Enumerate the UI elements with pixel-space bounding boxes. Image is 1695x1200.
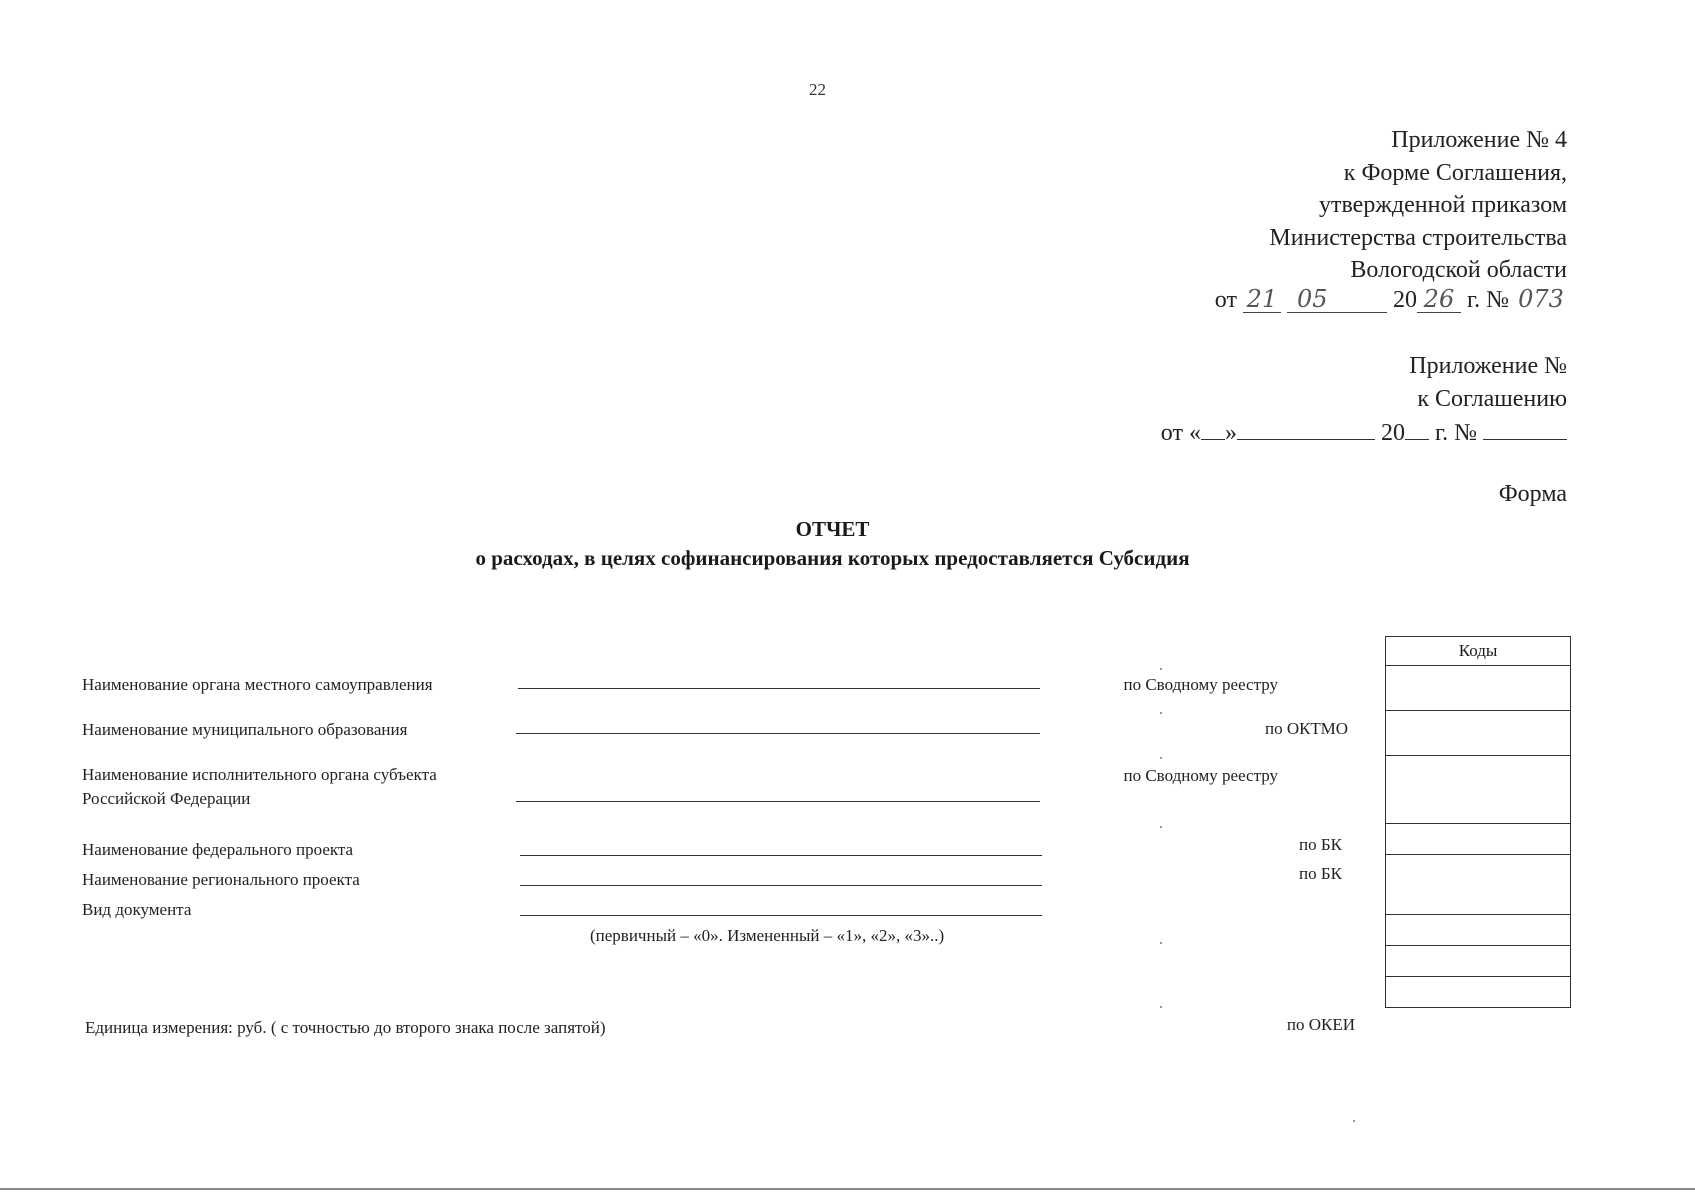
codes-table — [1385, 636, 1571, 1008]
code-label-oktmo: по ОКТМО — [1264, 719, 1348, 738]
scan-speck — [1353, 1120, 1355, 1122]
number-prefix: г. № — [1466, 287, 1509, 313]
number-blank — [1483, 417, 1567, 440]
label-municipality: Наименование муниципального образования — [82, 720, 408, 739]
label-regional-project: Наименование регионального проекта — [82, 870, 360, 889]
code-cell-bk-1 — [1386, 824, 1571, 855]
code-cell-empty — [1386, 946, 1571, 977]
code-label-bk-2: по БК — [1299, 864, 1342, 883]
attachment-line: Вологодской области — [1350, 257, 1567, 283]
code-cell-okei — [1386, 977, 1571, 1008]
day-blank — [1201, 417, 1225, 440]
scan-speck — [1160, 668, 1162, 670]
attachment-line: Министерства строительства — [1269, 224, 1567, 251]
code-cell-oktmo — [1386, 711, 1571, 756]
line-municipality — [516, 733, 1040, 734]
agreement-line: к Соглашению — [1417, 385, 1567, 412]
attachment-line: к Форме Соглашения, — [1343, 159, 1567, 186]
report-subtitle: о расходах, в целях софинансирования которых предоставляется Субсидия — [475, 546, 1190, 570]
form-label: Форма — [1498, 481, 1567, 507]
line-local-gov — [518, 688, 1040, 689]
label-exec-body: Наименование исполнительного органа субъекта — [82, 765, 437, 784]
line-regional-project — [520, 885, 1042, 886]
unit-label: Единица измерения: руб. ( с точностью до второго знака после запятой) — [85, 1018, 606, 1037]
handwritten-day: 21 — [1243, 286, 1281, 313]
scan-speck — [1160, 1006, 1162, 1008]
code-cell-empty — [1386, 915, 1571, 946]
codes-header: Коды — [1386, 637, 1571, 666]
agreement-header — [1409, 350, 1567, 415]
code-cell-registry-2 — [1386, 756, 1571, 824]
agreement-title: Приложение № — [1409, 353, 1567, 379]
code-label-registry-2: по Сводному реестру — [1123, 766, 1278, 785]
handwritten-year: 26 — [1417, 286, 1461, 313]
date-prefix: от — [1214, 287, 1237, 313]
label-doc-type: Вид документа — [82, 900, 192, 919]
scan-speck — [1160, 942, 1162, 944]
scan-speck — [1160, 826, 1162, 828]
date-prefix: от « — [1160, 420, 1201, 446]
code-label-okei: по ОКЕИ — [1286, 1015, 1355, 1034]
line-federal-project — [520, 855, 1042, 856]
report-title: ОТЧЕТ — [795, 517, 870, 541]
month-blank — [1237, 417, 1375, 440]
label-exec-body-cont: Российской Федерации — [82, 789, 251, 808]
attachment-header — [1269, 124, 1567, 287]
handwritten-month: 05 — [1287, 286, 1387, 313]
label-federal-project: Наименование федерального проекта — [82, 840, 354, 859]
scan-speck — [1160, 712, 1162, 714]
code-label-registry: по Сводному реестру — [1123, 675, 1278, 694]
doc-type-note: (первичный – «0». Измененный – «1», «2», «3»..) — [590, 926, 945, 945]
page-number: 22 — [809, 80, 826, 99]
code-cell-bk-2 — [1386, 855, 1571, 915]
attachment-title: Приложение № 4 — [1391, 127, 1567, 153]
handwritten-number: 073 — [1518, 285, 1564, 313]
code-label-bk-1: по БК — [1299, 835, 1342, 854]
line-doc-type — [520, 915, 1042, 916]
attachment-date — [1215, 286, 1567, 314]
line-exec-body — [516, 801, 1040, 802]
page-bottom-edge — [0, 1188, 1695, 1190]
year-blank — [1405, 417, 1429, 440]
year-prefix: 20 — [1392, 287, 1417, 313]
code-cell-registry — [1386, 666, 1571, 711]
year-prefix: 20 — [1380, 420, 1405, 446]
scan-speck — [1160, 757, 1162, 759]
date-mid: » — [1224, 420, 1237, 446]
agreement-date — [1161, 417, 1567, 447]
number-prefix: г. № — [1434, 420, 1477, 446]
label-local-gov: Наименование органа местного самоуправления — [82, 675, 433, 694]
attachment-line: утвержденной приказом — [1318, 192, 1567, 218]
